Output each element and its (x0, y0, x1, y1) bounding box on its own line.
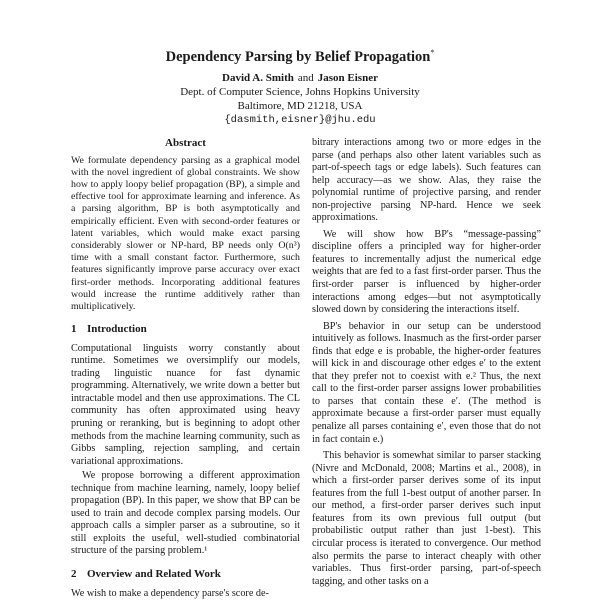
section-2-title: Overview and Related Work (87, 568, 221, 581)
section-1-paragraph-2: We propose borrowing a different approximation technique from machine learning, namely, loopy belief propagation (BP). In this paper, we show that BP can be used to train and decode complex parsing models. Our approach calls a simpler parser as a subroutine, so it still exploits the useful, well-studied combinatorial structure of the parsing problem.¹ (71, 470, 300, 557)
paper-title: Dependency Parsing by Belief Propagation* (165, 48, 435, 65)
address: Baltimore, MD 21218, USA (237, 99, 363, 112)
section-2-heading (71, 568, 300, 581)
authors (0, 71, 600, 85)
section-1-heading (71, 323, 300, 336)
section-1-paragraph-1: Computational linguists worry constantly about runtime. Sometimes we oversimplify our models, trading linguistic nuance for fast dynamic programming. Alternatively, we write down a better but intractable model and then use approximations. The CL community has often approximated using heavy pruning or reranking, but is beginning to adopt other methods from the machine learning community, such as Gibbs sampling, rejection sampling, and certain variational approximations. (71, 342, 300, 467)
author-conjunction: and (297, 71, 314, 84)
abstract-text: We formulate dependency parsing as a graphical model with the novel ingredient of global constraints. We show how to apply loopy belief propagation (BP), a simple and effective tool for approximate learning and inference. As a parsing algorithm, BP is both asymptotically and empirically efficient. Even with second-order features or latent variables, which would make exact parsing considerably slower or NP-hard, BP needs only O(n³) time with a small constant factor. Furthermore, such features significantly improve parse accuracy over exact first-order methods. Incorporating additional features would increase the runtime additively rather than multiplicatively. (71, 154, 300, 312)
section-2-paragraph-1: We wish to make a dependency parse's score de- (71, 587, 269, 599)
section-1-number: 1 (71, 323, 77, 336)
author-smith: David A. Smith (222, 71, 294, 84)
left-column (71, 137, 300, 600)
paper-header (0, 44, 600, 127)
affiliation: Dept. of Computer Science, Johns Hopkins University (180, 85, 420, 98)
section-1-title: Introduction (87, 323, 147, 336)
right-column (312, 137, 541, 588)
abstract-heading: Abstract (165, 137, 206, 149)
right-paragraph-3: BP's behavior in our setup can be understood intuitively as follows. Inasmuch as the first-order parser finds that edge e is probable, the higher-order features will kick in and discourage other edges e′ to the extent that they prefer not to coexist with e.² Thus, the next call to the first-order parser assigns lower probabilities to parses that contain these e′. (The method is approximate because a first-order parser must equally penalize all parses containing e′, even those that do not in fact contain e.) (312, 320, 541, 445)
author-eisner: Jason Eisner (317, 71, 378, 84)
right-paragraph-1: bitrary interactions among two or more edges in the parse (and perhaps also other latent variables such as part-of-speech tags or edge labels). Such features can help accuracy—as we show. Alas, they raise the polynomial runtime of projective parsing, and render non-projective parsing NP-hard. Hence we seek approximations. (312, 137, 541, 224)
right-paragraph-2: We will show how BP's “message-passing” discipline offers a principled way for higher-order features to incrementally adjust the numerical edge weights that are fed to a fast first-order parser. Thus the first-order parser is influenced by higher-order interactions among edges—but not asymptotically slowed down by considering the interactions itself. (312, 228, 541, 316)
right-paragraph-4: This behavior is somewhat similar to parser stacking (Nivre and McDonald, 2008; Martins et al., 2008), in which a first-order parser derives some of its input features from the full 1-best output of another parser. In our method, a first-order parser derives such input features from its own previous full output (but probabilistic output rather than just 1-best). This circular process is iterated to convergence. Our method also permits the parse to interact cheaply with other variables. Thus first-order parsing, part-of-speech tagging, and other tasks on a (312, 450, 541, 587)
section-2-number: 2 (71, 568, 77, 581)
title-footnote-mark: * (430, 48, 435, 57)
email: {dasmith,eisner}@jhu.edu (224, 113, 376, 126)
